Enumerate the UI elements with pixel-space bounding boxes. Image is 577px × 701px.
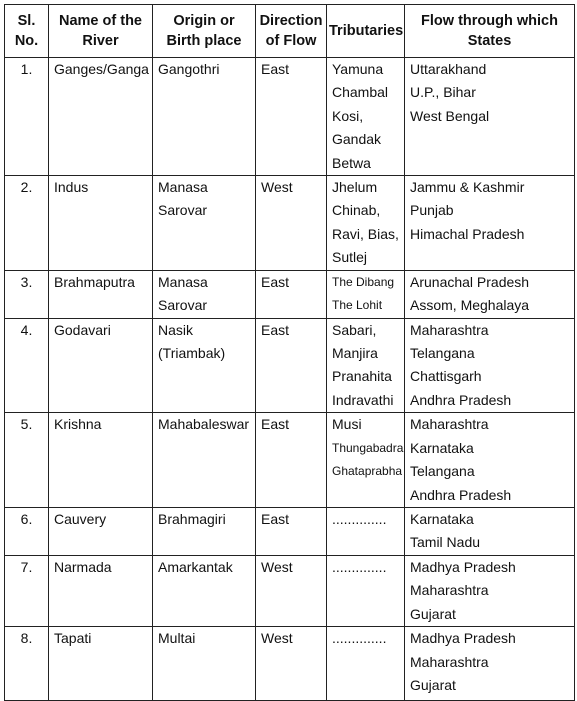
cell-river-name: Krishna <box>49 413 153 508</box>
table-row <box>5 270 575 318</box>
state-line: Madhya Pradesh <box>410 558 516 575</box>
origin-line: Sarovar <box>158 202 208 219</box>
cell-tributaries <box>327 270 405 318</box>
cell-direction: West <box>256 176 327 271</box>
cell-sl-no: 8. <box>5 627 49 701</box>
tributary-blank: .............. <box>332 630 387 647</box>
origin-line: Multai <box>158 630 196 647</box>
table-row <box>5 413 575 508</box>
state-line: Maharashtra <box>410 321 489 338</box>
header-origin: Origin or Birth place <box>153 5 256 58</box>
header-direction: Direction of Flow <box>256 5 327 58</box>
tributary-line: Chinab, <box>332 202 381 219</box>
tributary-line: Pranahita <box>332 368 392 385</box>
state-line: Andhra Pradesh <box>410 391 512 408</box>
table-row <box>5 58 575 176</box>
cell-states <box>405 176 575 271</box>
state-line: Maharashtra <box>410 416 489 433</box>
tributary-line: Sutlej <box>332 249 368 266</box>
cell-river-name: Ganges/Ganga <box>49 58 153 176</box>
tributary-line: Indravathi <box>332 391 394 408</box>
table-row <box>5 318 575 413</box>
state-line: Telangana <box>410 463 475 480</box>
tributary-line: Ravi, Bias, <box>332 225 399 242</box>
tributary-line: Jhelum <box>332 179 378 196</box>
tributary-line: Gandak <box>332 131 382 148</box>
cell-states <box>405 270 575 318</box>
cell-sl-no: 7. <box>5 555 49 626</box>
table-body <box>5 58 575 701</box>
cell-tributaries <box>327 318 405 413</box>
cell-sl-no: 6. <box>5 507 49 555</box>
origin-line: Mahabaleswar <box>158 416 250 433</box>
state-line: Tamil Nadu <box>410 534 481 551</box>
cell-river-name: Indus <box>49 176 153 271</box>
cell-direction: West <box>256 627 327 701</box>
cell-origin <box>153 176 256 271</box>
origin-line: Manasa <box>158 273 208 290</box>
state-line: Chattisgarh <box>410 368 482 385</box>
tributary-line: Betwa <box>332 154 371 171</box>
cell-sl-no: 3. <box>5 270 49 318</box>
tributary-line: Chambal <box>332 84 389 101</box>
state-line: Karnataka <box>410 510 474 527</box>
cell-origin <box>153 318 256 413</box>
origin-line: Manasa <box>158 179 208 196</box>
tributary-line: Thungabadra <box>332 440 404 455</box>
header-row <box>5 5 575 58</box>
state-line: West Bengal <box>410 107 490 124</box>
cell-states <box>405 413 575 508</box>
cell-tributaries <box>327 507 405 555</box>
cell-sl-no: 4. <box>5 318 49 413</box>
state-line: Punjab <box>410 202 454 219</box>
cell-river-name: Narmada <box>49 555 153 626</box>
cell-river-name: Cauvery <box>49 507 153 555</box>
cell-origin <box>153 413 256 508</box>
cell-sl-no: 1. <box>5 58 49 176</box>
tributary-blank: .............. <box>332 558 387 575</box>
cell-direction: East <box>256 507 327 555</box>
state-line: Gujarat <box>410 605 456 622</box>
tributary-line: Kosi, <box>332 107 364 124</box>
cell-river-name: Godavari <box>49 318 153 413</box>
cell-tributaries <box>327 58 405 176</box>
cell-direction: East <box>256 58 327 176</box>
tributary-line: Musi <box>332 416 362 433</box>
header-states: Flow through which States <box>405 5 575 58</box>
cell-river-name: Brahmaputra <box>49 270 153 318</box>
rivers-table <box>4 4 575 701</box>
cell-origin <box>153 58 256 176</box>
cell-states <box>405 555 575 626</box>
cell-direction: West <box>256 555 327 626</box>
origin-line: (Triambak) <box>158 345 226 362</box>
origin-line: Brahmagiri <box>158 510 226 527</box>
cell-direction: East <box>256 413 327 508</box>
cell-sl-no: 5. <box>5 413 49 508</box>
state-line: U.P., Bihar <box>410 84 476 101</box>
table-row <box>5 176 575 271</box>
header-river-name: Name of the River <box>49 5 153 58</box>
state-line: Andhra Pradesh <box>410 486 512 503</box>
header-sl-no: Sl. No. <box>5 5 49 58</box>
cell-origin <box>153 270 256 318</box>
cell-tributaries <box>327 176 405 271</box>
table-row <box>5 507 575 555</box>
tributary-line: Manjira <box>332 345 378 362</box>
tributary-line: Sabari, <box>332 321 377 338</box>
state-line: Gujarat <box>410 676 456 693</box>
tributary-line: The Lohit <box>332 298 383 313</box>
origin-line: Sarovar <box>158 297 208 314</box>
cell-origin <box>153 555 256 626</box>
tributary-line: The Dibang <box>332 274 395 289</box>
state-line: Arunachal Pradesh <box>410 273 530 290</box>
state-line: Uttarakhand <box>410 61 487 77</box>
cell-tributaries <box>327 413 405 508</box>
tributary-line: Ghataprabha <box>332 464 403 479</box>
state-line: Jammu & Kashmir <box>410 179 525 196</box>
state-line: Maharashtra <box>410 653 489 670</box>
table-header <box>5 5 575 58</box>
state-line: Himachal Pradesh <box>410 225 525 242</box>
state-line: Maharashtra <box>410 582 489 599</box>
origin-line: Amarkantak <box>158 558 233 575</box>
state-line: Assom, Meghalaya <box>410 297 530 314</box>
cell-states <box>405 58 575 176</box>
tributary-blank: .............. <box>332 510 387 527</box>
origin-line: Gangothri <box>158 61 220 77</box>
cell-states <box>405 318 575 413</box>
state-line: Madhya Pradesh <box>410 630 516 647</box>
cell-tributaries <box>327 555 405 626</box>
cell-river-name: Tapati <box>49 627 153 701</box>
origin-line: Nasik <box>158 321 194 338</box>
cell-origin <box>153 507 256 555</box>
tributary-line: Yamuna <box>332 61 384 77</box>
cell-sl-no: 2. <box>5 176 49 271</box>
header-tributaries: Tributaries <box>327 5 405 58</box>
cell-states <box>405 507 575 555</box>
cell-direction: East <box>256 270 327 318</box>
cell-direction: East <box>256 318 327 413</box>
state-line: Karnataka <box>410 439 474 456</box>
state-line: Telangana <box>410 345 475 362</box>
table-row <box>5 555 575 626</box>
